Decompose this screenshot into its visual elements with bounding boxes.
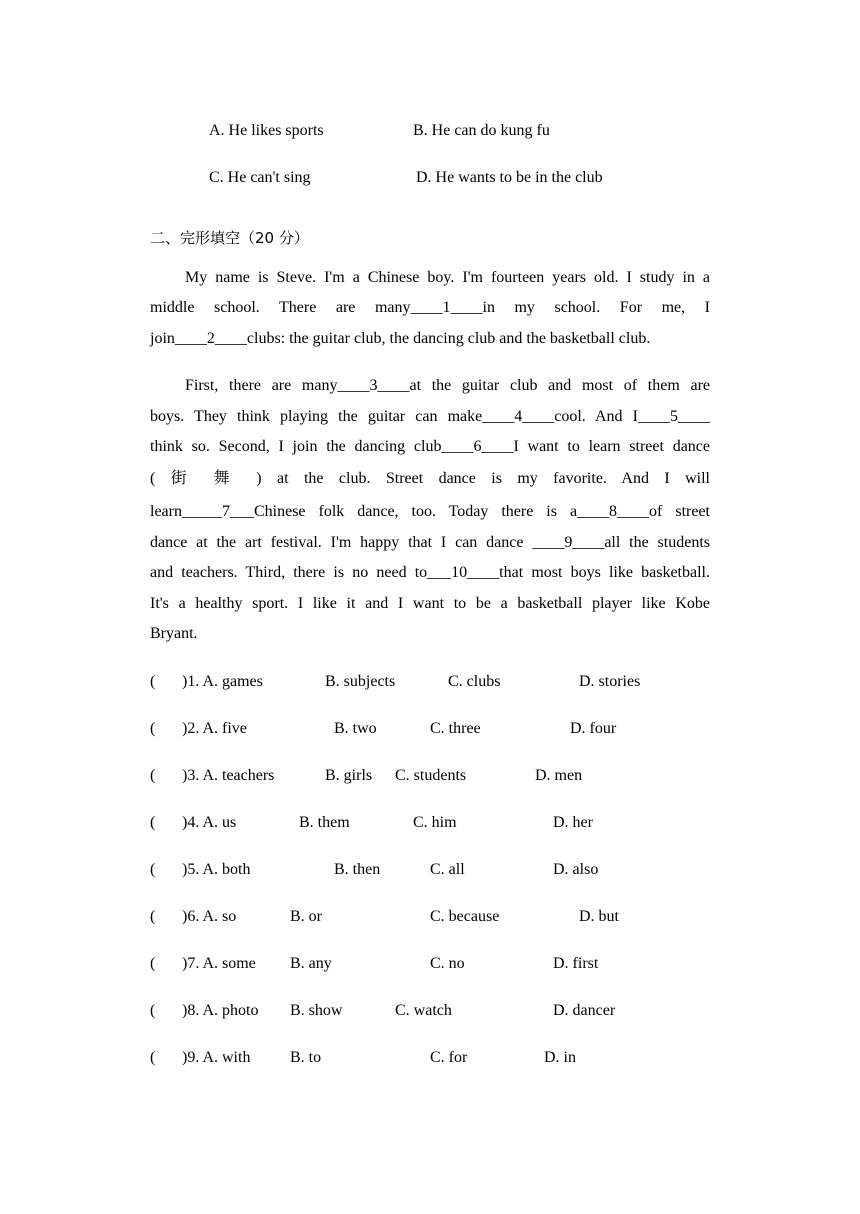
answer-paren[interactable]: (	[150, 767, 156, 784]
question-option-c: C. watch	[395, 1002, 452, 1019]
question-option-c: C. students	[395, 767, 467, 784]
passage-line: and teachers. Third, there is no need to___10____that most boys like basketball.	[150, 564, 710, 581]
question-option-c: C. clubs	[448, 673, 501, 690]
passage-line: Bryant.	[150, 625, 198, 642]
passage-line: join____2____clubs: the guitar club, the dancing club and the basketball club.	[150, 330, 651, 347]
question-option-b: B. any	[290, 955, 332, 972]
question-option-b: B. then	[334, 861, 381, 878]
question-option-c: C. him	[413, 814, 457, 831]
answer-paren[interactable]: (	[150, 861, 156, 878]
passage-line: learn_____7___Chinese folk dance, too. Today there is a____8____of street	[150, 503, 710, 520]
question-option-d: D. her	[553, 814, 593, 831]
question-option-a: )9. A. with	[182, 1049, 251, 1066]
question-option-c: C. all	[430, 861, 465, 878]
question-option-d: D. stories	[579, 673, 641, 690]
question-option-b: B. girls	[325, 767, 373, 784]
answer-paren[interactable]: (	[150, 1002, 156, 1019]
passage-line: My name is Steve. I'm a Chinese boy. I'm fourteen years old. I study in a	[185, 269, 710, 286]
question-option-d: D. men	[535, 767, 583, 784]
question-option-c: C. three	[430, 720, 481, 737]
prev-option-d: D. He wants to be in the club	[416, 169, 603, 186]
question-option-c: C. for	[430, 1049, 468, 1066]
question-option-d: D. dancer	[553, 1002, 616, 1019]
question-option-b: B. show	[290, 1002, 343, 1019]
question-option-a: )7. A. some	[182, 955, 256, 972]
question-option-a: )5. A. both	[182, 861, 251, 878]
prev-option-a: A. He likes sports	[209, 122, 324, 139]
passage-line: think so. Second, I join the dancing club____6____I want to learn street dance	[150, 438, 710, 455]
answer-paren[interactable]: (	[150, 720, 156, 737]
question-option-d: D. in	[544, 1049, 576, 1066]
prev-option-b: B. He can do kung fu	[413, 122, 550, 139]
question-option-c: C. no	[430, 955, 465, 972]
question-option-a: )8. A. photo	[182, 1002, 259, 1019]
question-option-b: B. them	[299, 814, 350, 831]
passage-line: It's a healthy sport. I like it and I want to be a basketball player like Kobe	[150, 595, 710, 612]
prev-option-c: C. He can't sing	[209, 169, 311, 186]
passage-line: dance at the art festival. I'm happy that I can dance ____9____all the students	[150, 534, 710, 551]
question-option-d: D. first	[553, 955, 599, 972]
passage-line: middle school. There are many____1____in my school. For me, I	[150, 299, 710, 316]
section-title: 二、完形填空（20 分）	[150, 229, 309, 247]
question-option-a: )2. A. five	[182, 720, 247, 737]
question-option-b: B. subjects	[325, 673, 396, 690]
answer-paren[interactable]: (	[150, 908, 156, 925]
question-option-d: D. but	[579, 908, 619, 925]
answer-paren[interactable]: (	[150, 673, 156, 690]
question-option-a: )6. A. so	[182, 908, 237, 925]
question-option-d: D. four	[570, 720, 617, 737]
question-option-d: D. also	[553, 861, 599, 878]
answer-paren[interactable]: (	[150, 1049, 156, 1066]
question-option-c: C. because	[430, 908, 500, 925]
question-option-b: B. or	[290, 908, 322, 925]
answer-paren[interactable]: (	[150, 814, 156, 831]
answer-paren[interactable]: (	[150, 955, 156, 972]
passage-line: ( 街 舞 ) at the club. Street dance is my favorite. And I will	[150, 470, 710, 487]
question-option-a: )4. A. us	[182, 814, 237, 831]
question-option-a: )3. A. teachers	[182, 767, 275, 784]
question-option-b: B. two	[334, 720, 377, 737]
question-option-b: B. to	[290, 1049, 322, 1066]
passage-line: First, there are many____3____at the guitar club and most of them are	[185, 377, 710, 394]
question-option-a: )1. A. games	[182, 673, 263, 690]
passage-line: boys. They think playing the guitar can make____4____cool. And I____5____	[150, 408, 710, 425]
